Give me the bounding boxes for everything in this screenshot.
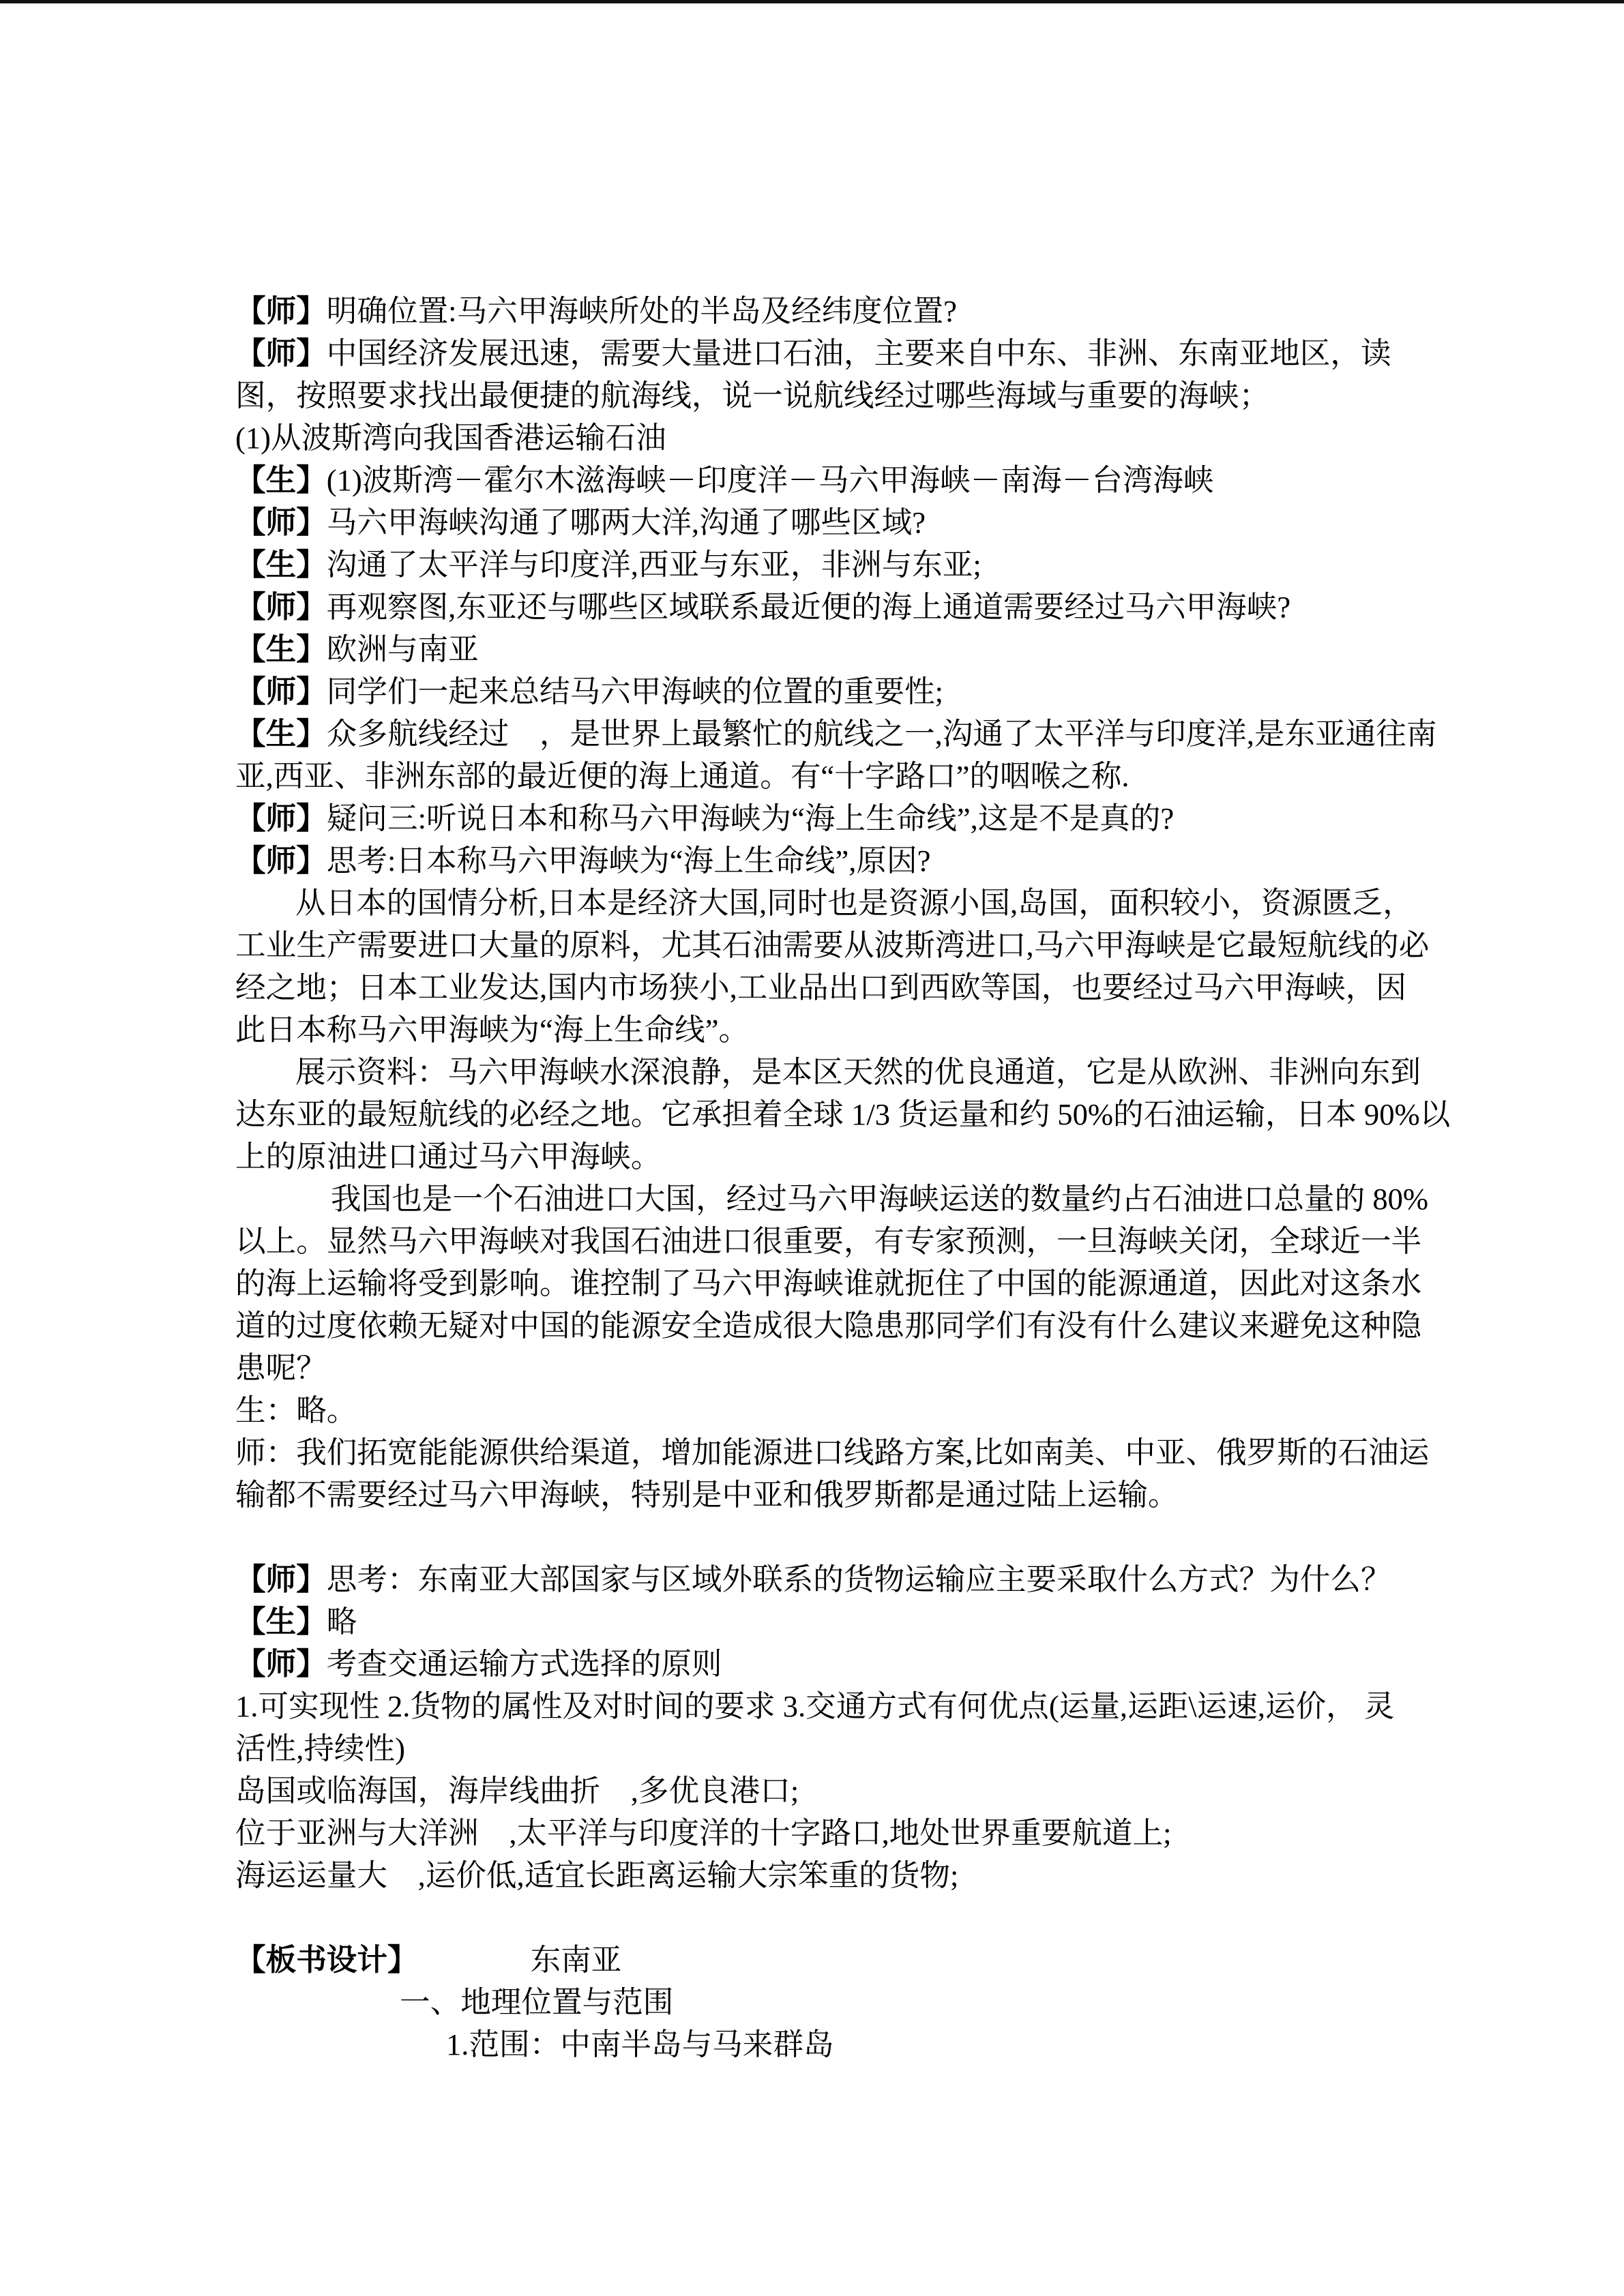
text-line xyxy=(235,713,1437,755)
line-text: 的海上运输将受到影响。谁控制了马六甲海峡谁就扼住了中国的能源通道，因此对这条水 xyxy=(235,1266,1422,1300)
line-text: 亚,西亚、非洲东部的最近便的海上通道。有“十字路口”的咽喉之称. xyxy=(235,759,1130,793)
text-line xyxy=(235,2023,1408,2066)
text-line xyxy=(235,374,1408,417)
speaker-label: 【生】 xyxy=(235,463,327,497)
text-line xyxy=(235,332,1408,374)
line-text: 中国经济发展迅速，需要大量进口石油，主要来自中东、非洲、东南亚地区，读 xyxy=(326,336,1391,370)
speaker-label: 【生】 xyxy=(235,548,327,582)
line-text: 岛国或临海国，海岸线曲折 ,多优良港口; xyxy=(235,1774,799,1808)
line-text: (1)波斯湾－霍尔木滋海峡－印度洋－马六甲海峡－南海－台湾海峡 xyxy=(326,463,1214,497)
text-line xyxy=(235,1009,1408,1051)
text-line xyxy=(235,882,1413,924)
line-text: 沟通了太平洋与印度洋,西亚与东亚，非洲与东亚; xyxy=(326,548,981,582)
line-text: 略 xyxy=(326,1605,357,1639)
speaker-label: 【师】 xyxy=(235,294,327,328)
line-text: 我国也是一个石油进口大国，经过马六甲海峡运送的数量约占石油进口总量的 80% xyxy=(331,1182,1429,1216)
text-line xyxy=(235,839,1408,882)
blank-line xyxy=(235,1896,1408,1939)
speaker-label: 【师】 xyxy=(235,590,327,624)
line-text: 师：我们拓宽能能源供给渠道，增加能源进口线路方案,比如南美、中亚、俄罗斯的石油运 xyxy=(235,1435,1430,1470)
speaker-label: 【生】 xyxy=(235,632,327,666)
line-text: 欧洲与南亚 xyxy=(326,632,479,666)
text-line xyxy=(235,586,1408,628)
line-text: 患呢？ xyxy=(235,1351,327,1385)
text-line xyxy=(235,1135,1408,1178)
line-text: (1)从波斯湾向我国香港运输石油 xyxy=(235,421,666,455)
text-line xyxy=(235,417,1408,459)
line-text: 明确位置:马六甲海峡所处的半岛及经纬度位置? xyxy=(326,294,957,328)
text-line xyxy=(235,1347,1408,1389)
line-text: 同学们一起来总结马六甲海峡的位置的重要性; xyxy=(326,674,944,709)
text-line xyxy=(235,797,1408,839)
text-line xyxy=(235,1600,1408,1643)
text-line xyxy=(235,543,1408,586)
text-line xyxy=(235,459,1408,501)
line-text: 1.可实现性 2.货物的属性及对时间的要求 3.交通方式有何优点(运量,运距\运速,运价， 灵 xyxy=(235,1689,1395,1723)
line-text: 生：略。 xyxy=(235,1393,357,1427)
text-line xyxy=(235,1051,1421,1093)
text-line xyxy=(235,1643,1408,1685)
text-line xyxy=(235,1558,1408,1600)
text-line xyxy=(235,501,1408,543)
line-text: 一、地理位置与范围 xyxy=(400,1985,674,2019)
text-line xyxy=(235,1178,1429,1220)
line-text: 疑问三:听说日本和称马六甲海峡为“海上生命线”,这是不是真的? xyxy=(326,801,1175,835)
text-line xyxy=(235,1389,1408,1431)
text-line xyxy=(235,1474,1408,1516)
text-line xyxy=(235,1685,1408,1727)
line-text: 活性,持续性) xyxy=(235,1731,405,1765)
speaker-label: 【师】 xyxy=(235,674,327,709)
text-line xyxy=(235,1304,1422,1347)
speaker-label: 【生】 xyxy=(235,1605,327,1639)
line-text: 位于亚洲与大洋洲 ,太平洋与印度洋的十字路口,地处世界重要航道上; xyxy=(235,1816,1172,1850)
speaker-label: 【师】 xyxy=(235,505,327,539)
line-text: 输都不需要经过马六甲海峡，特别是中亚和俄罗斯都是通过陆上运输。 xyxy=(235,1478,1179,1512)
line-text: 东南亚 xyxy=(530,1943,622,1977)
line-text: 众多航线经过 ，是世界上最繁忙的航线之一,沟通了太平洋与印度洋,是东亚通往南 xyxy=(326,717,1437,751)
text-line xyxy=(235,1220,1422,1262)
text-line xyxy=(235,1727,1408,1770)
text-line xyxy=(235,924,1430,966)
blank-line xyxy=(235,1516,1408,1558)
line-text: 海运运量大 ,运价低,适宜长距离运输大宗笨重的货物; xyxy=(235,1858,959,1892)
speaker-label: 【板书设计】 xyxy=(235,1943,418,1977)
line-text: 思考:日本称马六甲海峡为“海上生命线”,原因? xyxy=(326,844,931,878)
line-text: 道的过度依赖无疑对中国的能源安全造成很大隐患那同学们有没有什么建议来避免这种隐 xyxy=(235,1309,1422,1343)
document-body xyxy=(235,290,1451,2066)
line-text: 考查交通运输方式选择的原则 xyxy=(326,1647,722,1681)
speaker-label: 【生】 xyxy=(235,717,327,751)
speaker-label: 【师】 xyxy=(235,801,327,835)
speaker-label: 【师】 xyxy=(235,1647,327,1681)
line-text: 再观察图,东亚还与哪些区域联系最近便的海上通道需要经过马六甲海峡? xyxy=(326,590,1291,624)
text-line xyxy=(235,1770,1408,1812)
speaker-label: 【师】 xyxy=(235,844,327,878)
text-line xyxy=(235,1981,1408,2023)
text-line xyxy=(235,1431,1430,1474)
line-text: 以上。显然马六甲海峡对我国石油进口很重要，有专家预测，一旦海峡关闭，全球近一半 xyxy=(235,1224,1422,1258)
line-text: 经之地；日本工业发达,国内市场狭小,工业品出口到西欧等国，也要经过马六甲海峡，因 xyxy=(235,970,1406,1004)
line-text: 达东亚的最短航线的必经之地。它承担着全球 1/3 货运量和约 50%的石油运输，日本 90%以 xyxy=(235,1097,1451,1131)
text-line xyxy=(235,1262,1422,1304)
line-text: 展示资料：马六甲海峡水深浪静，是本区天然的优良通道，它是从欧洲、非洲向东到 xyxy=(295,1055,1421,1089)
text-line xyxy=(235,670,1408,713)
text-line xyxy=(235,1812,1408,1854)
line-text: 从日本的国情分析,日本是经济大国,同时也是资源小国,岛国，面积较小，资源匮乏， xyxy=(295,886,1413,920)
text-line xyxy=(235,966,1408,1009)
line-text: 马六甲海峡沟通了哪两大洋,沟通了哪些区域? xyxy=(326,505,926,539)
text-line xyxy=(235,628,1408,670)
line-text: 此日本称马六甲海峡为“海上生命线”。 xyxy=(235,1013,750,1047)
text-line xyxy=(235,1854,1408,1896)
line-text: 图，按照要求找出最便捷的航海线，说一说航线经过哪些海域与重要的海峡； xyxy=(235,378,1270,413)
text-line xyxy=(235,1093,1451,1135)
line-text: 思考：东南亚大部国家与区域外联系的货物运输应主要采取什么方式？为什么？ xyxy=(326,1562,1391,1596)
text-line xyxy=(235,1939,1408,1981)
speaker-label: 【师】 xyxy=(235,336,327,370)
line-text: 1.范围：中南半岛与马来群岛 xyxy=(446,2027,834,2061)
line-text: 上的原油进口通过马六甲海峡。 xyxy=(235,1139,662,1174)
text-line xyxy=(235,290,1408,332)
line-text: 工业生产需要进口大量的原料，尤其石油需要从波斯湾进口,马六甲海峡是它最短航线的必 xyxy=(235,928,1430,962)
speaker-label: 【师】 xyxy=(235,1562,327,1596)
text-line xyxy=(235,755,1408,797)
top-edge-bar xyxy=(0,0,1624,3)
